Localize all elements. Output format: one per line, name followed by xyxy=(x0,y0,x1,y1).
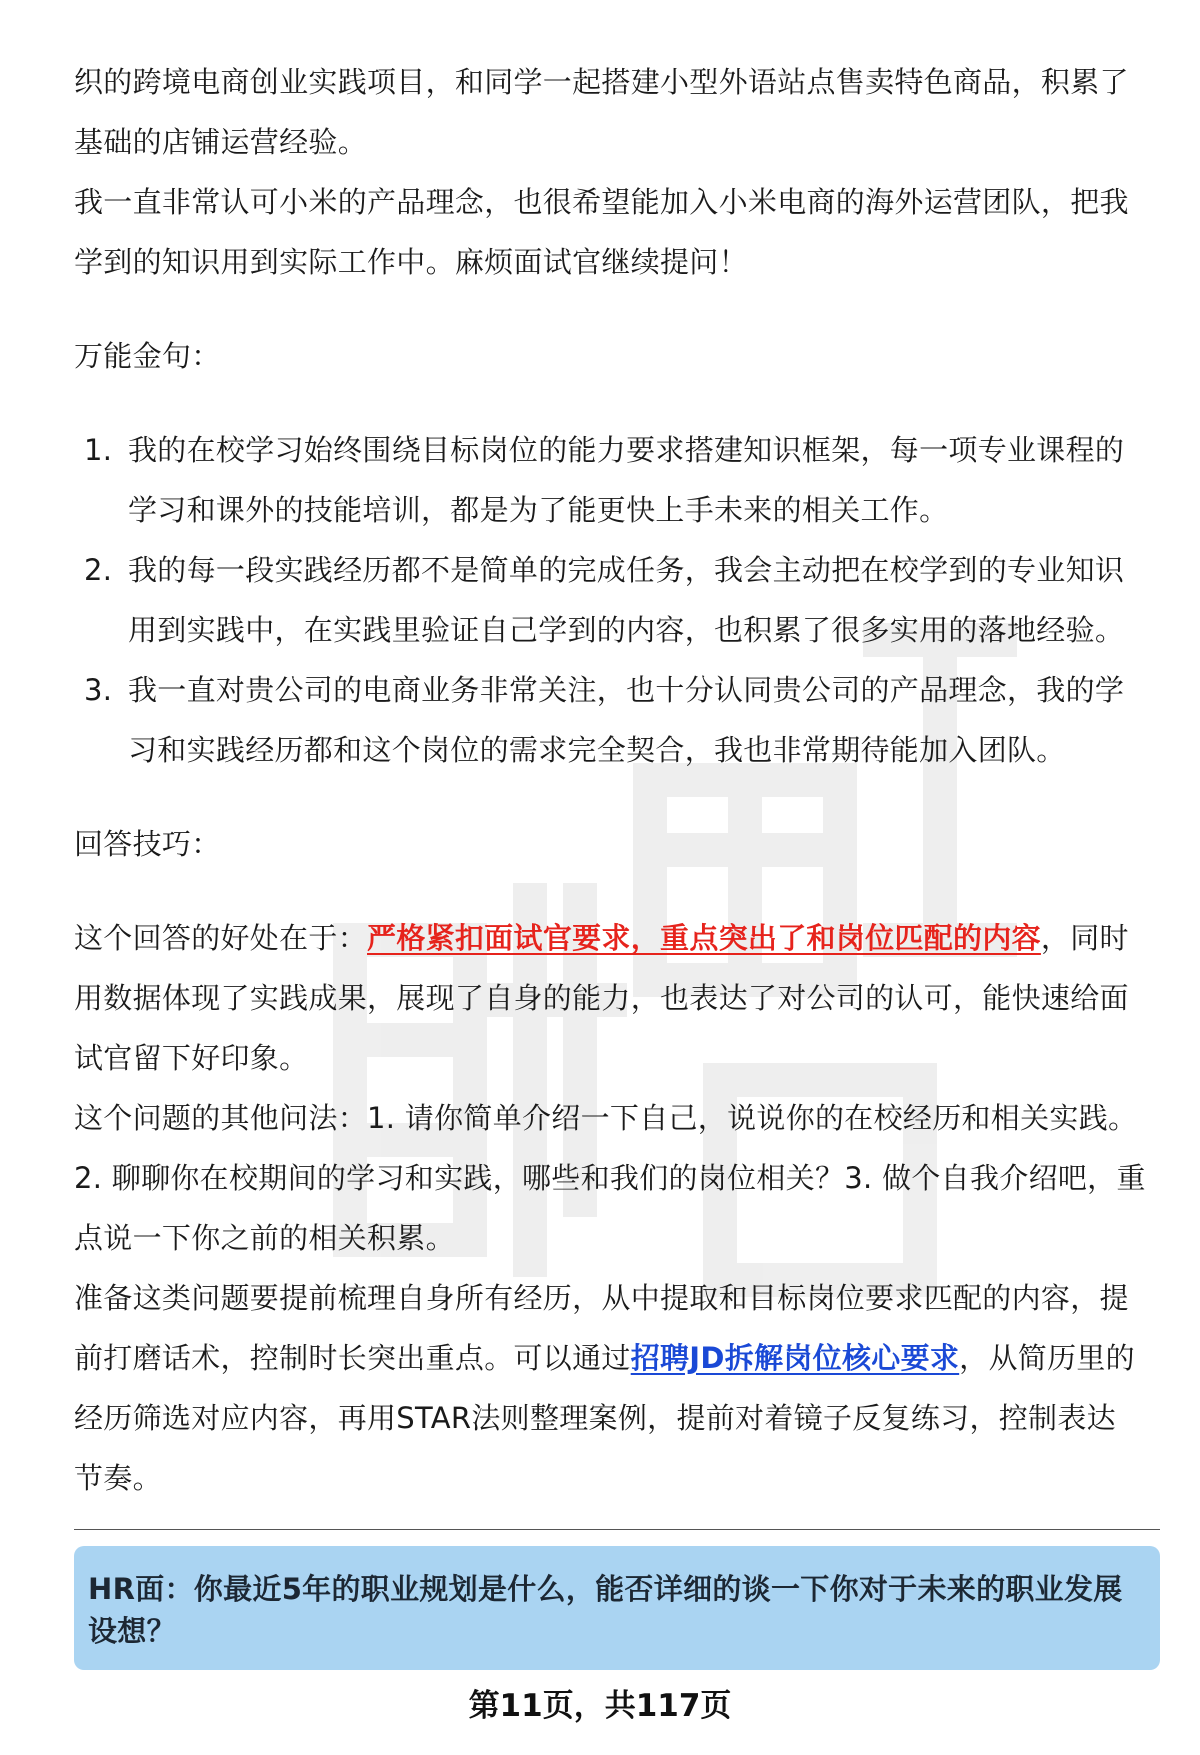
list-item-line: 我一直对贵公司的电商业务非常关注，也十分认同贵公司的产品理念，我的学 xyxy=(128,673,1125,707)
other-asks-line: 点说一下你之前的相关积累。 xyxy=(74,1221,455,1255)
next-question-box xyxy=(74,1546,1160,1670)
benefit-line: 试官留下好印象。 xyxy=(74,1041,309,1075)
golden-list xyxy=(74,420,1160,780)
benefit-line xyxy=(74,908,1160,968)
other-asks-line: 2. 聊聊你在校期间的学习和实践，哪些和我们的岗位相关？3. 做个自我介绍吧，重 xyxy=(74,1161,1146,1195)
list-item-line: 我的每一段实践经历都不是简单的完成任务，我会主动把在校学到的专业知识 xyxy=(128,553,1125,587)
benefit-suffix: ，同时 xyxy=(1040,921,1129,955)
prep-line: 经历筛选对应内容，再用STAR法则整理案例，提前对着镜子反复练习，控制表达 xyxy=(74,1401,1116,1435)
page-number: 第11页，共117页 xyxy=(468,1688,732,1724)
prep-line: 准备这类问题要提前梳理自身所有经历，从中提取和目标岗位要求匹配的内容，提 xyxy=(74,1281,1129,1315)
jd-breakdown-link[interactable]: 招聘JD拆解岗位核心要求 xyxy=(630,1341,960,1375)
list-item xyxy=(74,540,1160,660)
intro-line: 我一直非常认可小米的产品理念，也很希望能加入小米电商的海外运营团队，把我 xyxy=(74,185,1129,219)
next-question-line: HR面：你最近5年的职业规划是什么，能否详细的谈一下你对于未来的职业发展 xyxy=(88,1572,1123,1606)
benefit-prefix: 这个回答的好处在于： xyxy=(74,921,368,955)
benefit-highlight: 严格紧扣面试官要求，重点突出了和岗位匹配的内容 xyxy=(367,921,1041,955)
other-asks-line: 这个问题的其他问法：1. 请你简单介绍一下自己，说说你的在校经历和相关实践。 xyxy=(74,1101,1138,1135)
benefit-line: 用数据体现了实践成果，展现了自身的能力，也表达了对公司的认可，能快速给面 xyxy=(74,981,1129,1015)
section-divider xyxy=(74,1529,1160,1530)
prep-prefix: 前打磨话术，控制时长突出重点。可以通过 xyxy=(74,1341,631,1375)
list-number: 1. xyxy=(84,433,113,467)
prep-suffix: ，从简历里的 xyxy=(959,1341,1135,1375)
list-item-line: 我的在校学习始终围绕目标岗位的能力要求搭建知识框架，每一项专业课程的 xyxy=(128,433,1125,467)
list-number: 2. xyxy=(84,553,113,587)
next-question-line: 设想？ xyxy=(88,1614,176,1648)
intro-line: 学到的知识用到实际工作中。麻烦面试官继续提问！ xyxy=(74,245,748,279)
list-item xyxy=(74,660,1160,780)
list-item-line: 学习和课外的技能培训，都是为了能更快上手未来的相关工作。 xyxy=(128,493,949,527)
list-item xyxy=(74,420,1160,540)
prep-line xyxy=(74,1328,1160,1388)
intro-line: 基础的店铺运营经验。 xyxy=(74,125,368,159)
intro-line: 织的跨境电商创业实践项目，和同学一起搭建小型外语站点售卖特色商品，积累了 xyxy=(74,65,1129,99)
golden-heading: 万能金句： xyxy=(74,339,221,373)
list-item-line: 用到实践中，在实践里验证自己学到的内容，也积累了很多实用的落地经验。 xyxy=(128,613,1125,647)
prep-line: 节奏。 xyxy=(74,1461,162,1495)
list-item-line: 习和实践经历都和这个岗位的需求完全契合，我也非常期待能加入团队。 xyxy=(128,733,1066,767)
tips-heading: 回答技巧： xyxy=(74,827,221,861)
list-number: 3. xyxy=(84,673,113,707)
document-body xyxy=(74,52,1160,1508)
